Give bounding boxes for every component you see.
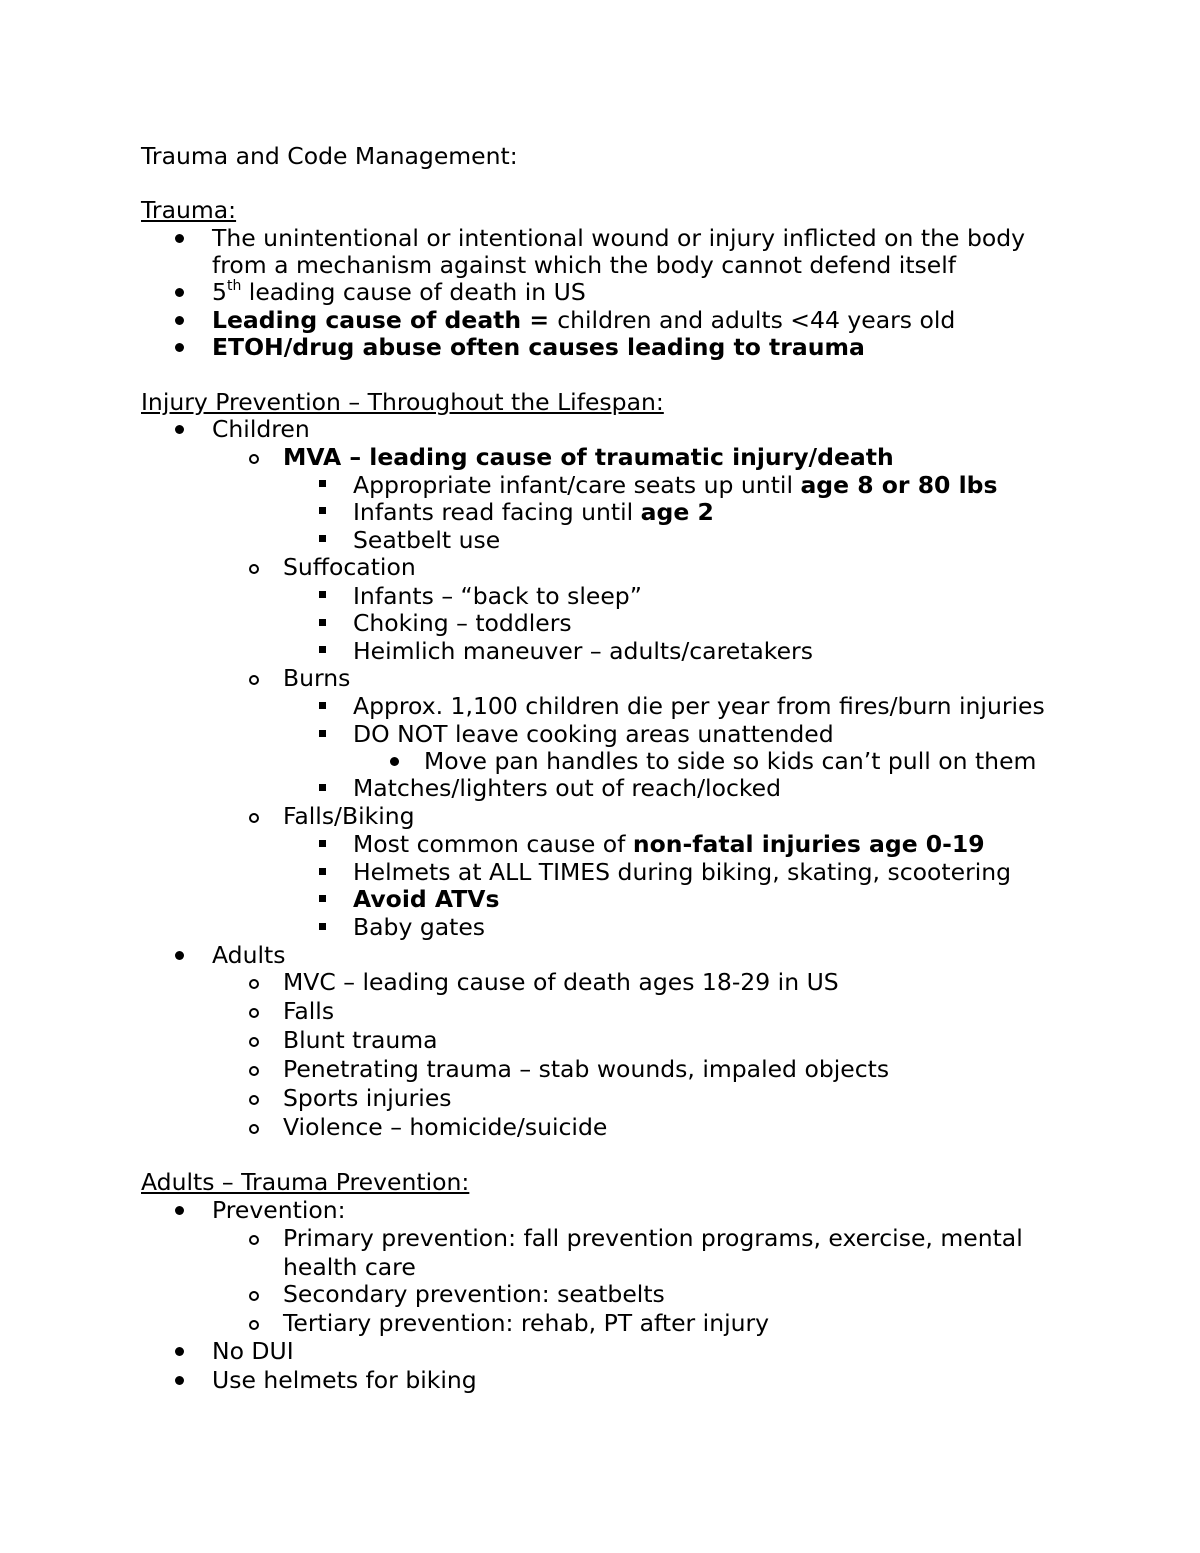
- trauma-definition-line2: from a mechanism against which the body cannot defend itself: [212, 251, 957, 279]
- circle-bullet-icon: [249, 1008, 259, 1018]
- bullet-icon: [175, 1376, 184, 1385]
- avoid-atv-item: Avoid ATVs: [353, 885, 500, 913]
- square-bullet-icon: [319, 535, 326, 542]
- square-bullet-icon: [319, 784, 326, 791]
- mva-item: MVA – leading cause of traumatic injury/death: [283, 443, 894, 471]
- square-bullet-icon: [319, 591, 326, 598]
- fifth-leading-cause: [212, 278, 586, 306]
- square-bullet-icon: [319, 507, 326, 514]
- trauma-heading: Trauma:: [141, 196, 237, 224]
- trauma-definition-line1: The unintentional or intentional wound or injury inflicted on the body: [212, 224, 1026, 252]
- most-common-text: Most common cause of: [353, 830, 633, 858]
- square-bullet-icon: [319, 868, 326, 875]
- sports-injuries-item: Sports injuries: [283, 1084, 452, 1112]
- back-to-sleep-item: Infants – “back to sleep”: [353, 582, 642, 610]
- suffocation-item: Suffocation: [283, 553, 416, 581]
- circle-bullet-icon: [249, 454, 259, 464]
- square-bullet-icon: [319, 480, 326, 487]
- prevention-item: Prevention:: [212, 1196, 346, 1224]
- circle-bullet-icon: [249, 564, 259, 574]
- children-item: Children: [212, 415, 310, 443]
- circle-bullet-icon: [249, 1235, 259, 1245]
- square-bullet-icon: [319, 840, 326, 847]
- secondary-prevention-item: Secondary prevention: seatbelts: [283, 1280, 665, 1308]
- leading-cause-of-death: [212, 306, 955, 334]
- document-title: Trauma and Code Management:: [141, 142, 518, 170]
- square-bullet-icon: [319, 923, 326, 930]
- fifth-rest: leading cause of death in US: [241, 278, 586, 306]
- rear-facing-text: Infants read facing until: [353, 498, 641, 526]
- burn-stats-item: Approx. 1,100 children die per year from fires/burn injuries: [353, 692, 1045, 720]
- bullet-icon: [390, 757, 399, 766]
- seatbelt-item: Seatbelt use: [353, 526, 501, 554]
- injury-prevention-heading: Injury Prevention – Throughout the Lifespan:: [141, 388, 664, 416]
- cooking-item: DO NOT leave cooking areas unattended: [353, 720, 834, 748]
- circle-bullet-icon: [249, 1124, 259, 1134]
- violence-item: Violence – homicide/suicide: [283, 1113, 608, 1141]
- leading-bold: Leading cause of death =: [212, 306, 558, 334]
- pan-handles-item: Move pan handles to side so kids can’t pull on them: [424, 747, 1037, 775]
- most-common-item: [353, 830, 985, 858]
- bullet-icon: [175, 316, 184, 325]
- bullet-icon: [175, 288, 184, 297]
- bullet-icon: [175, 234, 184, 243]
- circle-bullet-icon: [249, 813, 259, 823]
- car-seats-text: Appropriate infant/care seats up until: [353, 471, 801, 499]
- circle-bullet-icon: [249, 1291, 259, 1301]
- primary-prevention-line1: Primary prevention: fall prevention programs, exercise, mental: [283, 1224, 1023, 1252]
- heimlich-item: Heimlich maneuver – adults/caretakers: [353, 637, 813, 665]
- square-bullet-icon: [319, 646, 326, 653]
- mvc-item: MVC – leading cause of death ages 18-29 in US: [283, 968, 839, 996]
- baby-gates-item: Baby gates: [353, 913, 486, 941]
- bullet-icon: [175, 1347, 184, 1356]
- bullet-icon: [175, 425, 184, 434]
- adults-item: Adults: [212, 941, 286, 969]
- car-seats-item: [353, 471, 997, 499]
- circle-bullet-icon: [249, 1037, 259, 1047]
- choking-item: Choking – toddlers: [353, 609, 572, 637]
- circle-bullet-icon: [249, 1320, 259, 1330]
- no-dui-item: No DUI: [212, 1337, 294, 1365]
- bullet-icon: [175, 951, 184, 960]
- tertiary-prevention-item: Tertiary prevention: rehab, PT after injury: [283, 1309, 770, 1337]
- burns-item: Burns: [283, 664, 351, 692]
- etoh-drug-abuse: ETOH/drug abuse often causes leading to trauma: [212, 333, 865, 361]
- primary-prevention-line2: health care: [283, 1253, 416, 1281]
- most-common-bold: non-fatal injuries age 0-19: [632, 830, 985, 858]
- rear-facing-item: [353, 498, 714, 526]
- fifth-superscript: th: [226, 278, 242, 294]
- square-bullet-icon: [319, 619, 326, 626]
- bullet-icon: [175, 343, 184, 352]
- falls-biking-item: Falls/Biking: [283, 802, 415, 830]
- square-bullet-icon: [319, 730, 326, 737]
- helmets-item: Helmets at ALL TIMES during biking, skating, scootering: [353, 858, 1012, 886]
- bullet-icon: [175, 1206, 184, 1215]
- adults-prevention-heading: Adults – Trauma Prevention:: [141, 1168, 470, 1196]
- blunt-trauma-item: Blunt trauma: [283, 1026, 438, 1054]
- matches-item: Matches/lighters out of reach/locked: [353, 774, 782, 802]
- square-bullet-icon: [319, 702, 326, 709]
- leading-rest: children and adults <44 years old: [557, 306, 956, 334]
- square-bullet-icon: [319, 895, 326, 902]
- falls-item: Falls: [283, 997, 335, 1025]
- penetrating-trauma-item: Penetrating trauma – stab wounds, impaled objects: [283, 1055, 890, 1083]
- car-seats-bold: age 8 or 80 lbs: [800, 471, 998, 499]
- fifth-number: 5: [212, 278, 227, 306]
- circle-bullet-icon: [249, 1066, 259, 1076]
- use-helmets-item: Use helmets for biking: [212, 1366, 477, 1394]
- circle-bullet-icon: [249, 1095, 259, 1105]
- circle-bullet-icon: [249, 675, 259, 685]
- circle-bullet-icon: [249, 979, 259, 989]
- rear-facing-bold: age 2: [640, 498, 714, 526]
